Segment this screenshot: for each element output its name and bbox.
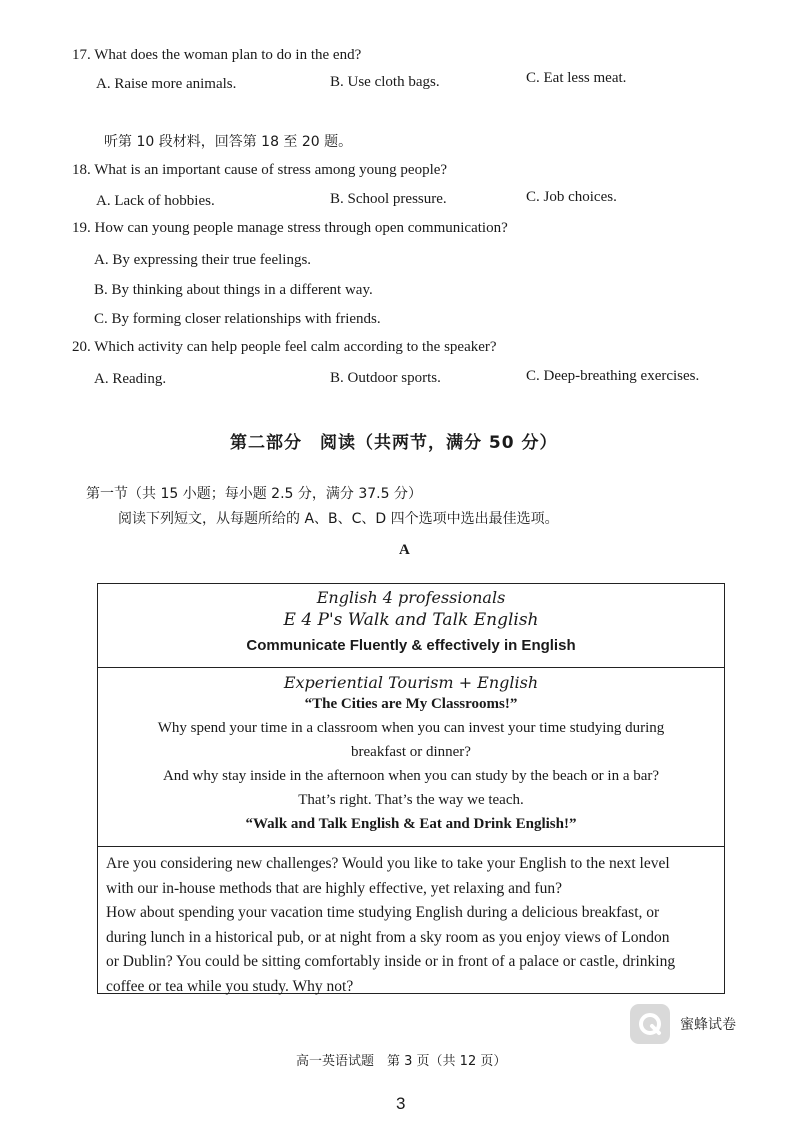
question-18-option-c: C. Job choices.	[526, 189, 617, 205]
question-19-option-a: A. By expressing their true feelings.	[94, 252, 312, 268]
passage-letter: A	[399, 542, 410, 558]
question-20-option-c: C. Deep-breathing exercises.	[526, 368, 700, 384]
ad-middle-row	[98, 668, 724, 847]
ad-paragraph-line: or Dublin? You could be sitting comfortably inside or in front of a palace or castle, drinking	[106, 953, 676, 970]
ad-brand-line1: English 4 professionals	[316, 588, 506, 607]
bee-logo-icon	[630, 1004, 670, 1044]
ad-body-line3: And why stay inside in the afternoon when you can study by the beach or in a bar?	[162, 768, 660, 784]
ad-slogan: “Walk and Talk English & Eat and Drink English!”	[245, 816, 577, 832]
watermark-text: 蜜蜂试卷	[680, 1017, 736, 1033]
ad-body-line2: breakfast or dinner?	[351, 744, 471, 760]
question-19-stem: 19. How can young people manage stress through open communication?	[72, 220, 508, 236]
question-17-option-c: C. Eat less meat.	[526, 70, 627, 86]
ad-body-line1: Why spend your time in a classroom when you can invest your time studying during	[157, 720, 665, 736]
ad-paragraph	[106, 852, 716, 999]
question-20-option-a: A. Reading.	[94, 371, 167, 387]
watermark	[630, 1004, 736, 1044]
reading-instruction: 阅读下列短文，从每题所给的 A、B、C、D 四个选项中选出最佳选项。	[118, 511, 559, 527]
part2-title: 第二部分 阅读（共两节，满分 50 分）	[230, 433, 558, 453]
question-17-option-b: B. Use cloth bags.	[330, 74, 440, 90]
listening-instruction: 听第 10 段材料，回答第 18 至 20 题。	[104, 134, 353, 150]
ad-headline: “The Cities are My Classrooms!”	[304, 696, 518, 712]
question-20-option-b: B. Outdoor sports.	[330, 370, 441, 386]
question-19-option-c: C. By forming closer relationships with friends.	[94, 311, 381, 327]
ad-paragraph-line: with our in-house methods that are highly effective, yet relaxing and fun?	[106, 879, 562, 897]
question-17-option-a: A. Raise more animals.	[96, 76, 237, 92]
ad-paragraph-line: during lunch in a historical pub, or at night from a sky room as you enjoy views of London	[106, 928, 670, 946]
ad-tagline: Communicate Fluently & effectively in English	[246, 637, 576, 654]
section1-heading: 第一节（共 15 小题；每小题 2.5 分，满分 37.5 分）	[86, 486, 422, 502]
page-footer: 高一英语试题 第 3 页（共 12 页）	[296, 1054, 507, 1069]
page-number: 3	[396, 1094, 406, 1113]
ad-header-row	[98, 584, 724, 668]
passage-a-box	[97, 583, 725, 994]
question-20-stem: 20. Which activity can help people feel calm according to the speaker?	[72, 339, 497, 355]
ad-brand-line2: E 4 P's Walk and Talk English	[283, 610, 539, 630]
ad-subtitle-script: Experiential Tourism + English	[283, 673, 539, 692]
ad-paragraph-line: How about spending your vacation time studying English during a delicious breakfast, or	[106, 904, 660, 921]
ad-body-line4: That’s right. That’s the way we teach.	[298, 792, 524, 808]
ad-paragraph-line: coffee or tea while you study. Why not?	[106, 977, 354, 995]
question-18-option-a: A. Lack of hobbies.	[96, 193, 215, 209]
ad-paragraph-line: Are you considering new challenges? Would you like to take your English to the next level	[106, 855, 670, 872]
question-17-stem: 17. What does the woman plan to do in the end?	[72, 47, 362, 63]
question-19-option-b: B. By thinking about things in a different way.	[94, 282, 373, 298]
question-18-stem: 18. What is an important cause of stress among young people?	[72, 162, 448, 178]
question-18-option-b: B. School pressure.	[330, 191, 447, 207]
